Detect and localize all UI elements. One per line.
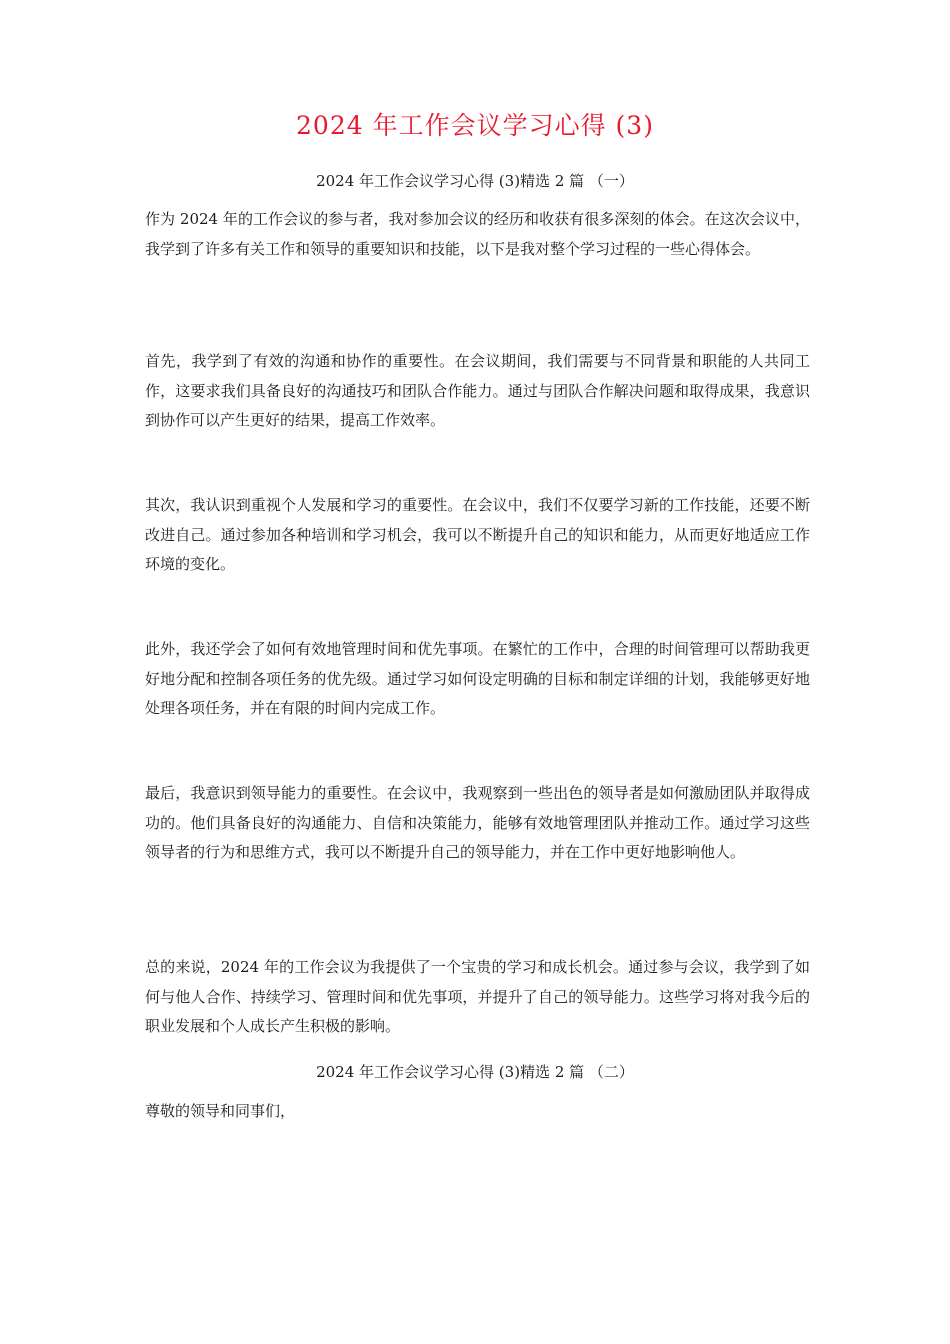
- paragraph-personal-development: 其次，我认识到重视个人发展和学习的重要性。在会议中，我们不仅要学习新的工作技能，还要不断改进自己。通过参加各种培训和学习机会，我可以不断提升自己的知识和能力，从而更好地适应工作环境的变化。: [145, 496, 810, 573]
- paragraph-time-management: 此外，我还学会了如何有效地管理时间和优先事项。在繁忙的工作中，合理的时间管理可以帮助我更好地分配和控制各项任务的优先级。通过学习如何设定明确的目标和制定详细的计划，我能够更好地处理各项任务，并在有限的时间内完成工作。: [145, 640, 810, 717]
- paragraph-leadership: 最后，我意识到领导能力的重要性。在会议中，我观察到一些出色的领导者是如何激励团队并取得成功的。他们具备良好的沟通能力、自信和决策能力，能够有效地管理团队并推动工作。通过学习这些领导者的行为和思维方式，我可以不断提升自己的领导能力，并在工作中更好地影响他人。: [145, 784, 810, 861]
- paragraph-conclusion: 总的来说，2024 年的工作会议为我提供了一个宝贵的学习和成长机会。通过参与会议，我学到了如何与他人合作、持续学习、管理时间和优先事项，并提升了自己的领导能力。这些学习将对我今后的职业发展和个人成长产生积极的影响。: [145, 958, 810, 1035]
- paragraph-communication: 首先，我学到了有效的沟通和协作的重要性。在会议期间，我们需要与不同背景和职能的人共同工作，这要求我们具备良好的沟通技巧和团队合作能力。通过与团队合作解决问题和取得成果，我意识到协作可以产生更好的结果，提高工作效率。: [145, 352, 810, 429]
- document-title: 2024 年工作会议学习心得 (3): [296, 111, 654, 140]
- paragraph-salutation: 尊敬的领导和同事们，: [145, 1102, 296, 1120]
- section-heading-1: 2024 年工作会议学习心得 (3)精选 2 篇 （一）: [316, 172, 634, 190]
- paragraph-intro: 作为 2024 年的工作会议的参与者，我对参加会议的经历和收获有很多深刻的体会。在这次会议中，我学到了许多有关工作和领导的重要知识和技能，以下是我对整个学习过程的一些心得体会。: [145, 210, 810, 258]
- section-heading-2: 2024 年工作会议学习心得 (3)精选 2 篇 （二）: [316, 1063, 634, 1081]
